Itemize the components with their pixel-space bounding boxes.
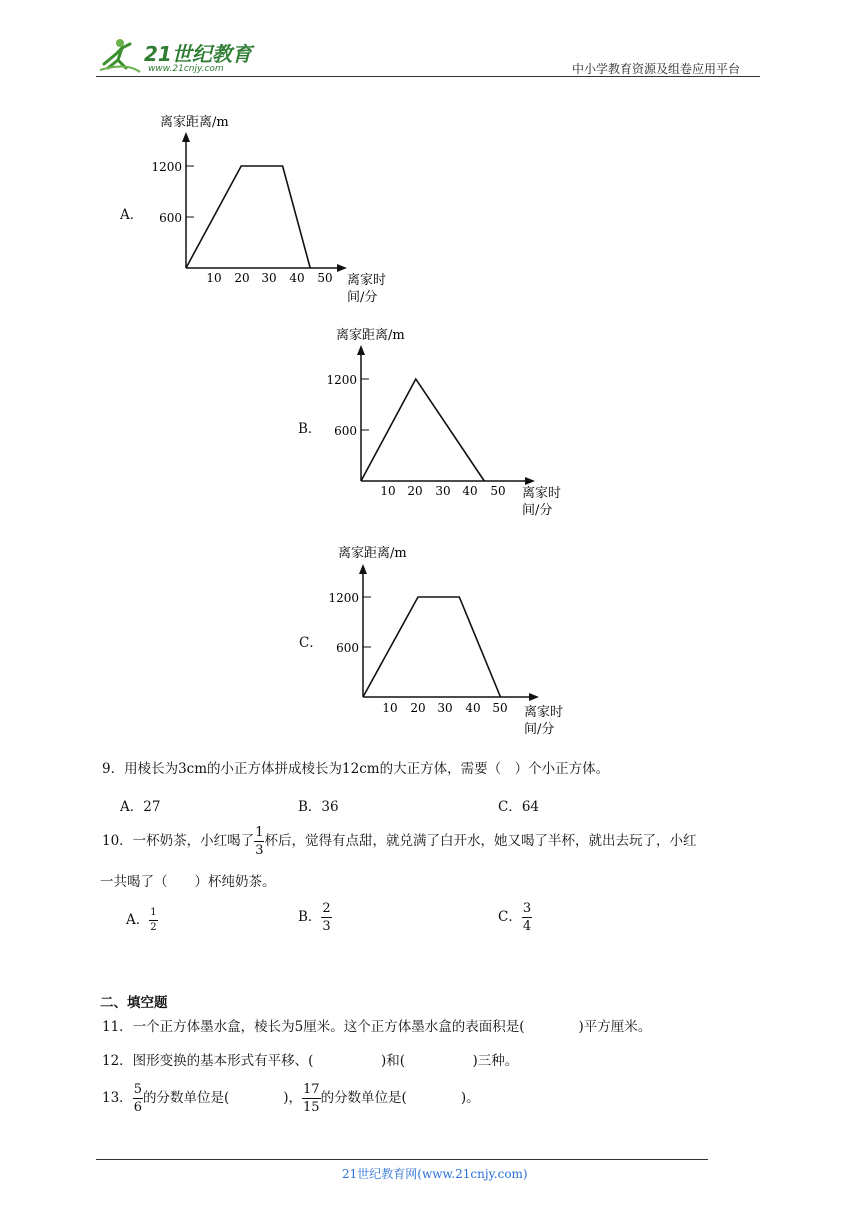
option-label: C． <box>498 799 522 815</box>
y-tick-label-1200: 1200 <box>328 591 359 605</box>
fraction <box>254 826 264 857</box>
x-tick-label-30: 30 <box>437 701 453 715</box>
y-axis-label: 离家距离/m <box>160 115 229 130</box>
x-axis-label-2: 间/分 <box>524 722 555 737</box>
y-tick-label-600: 600 <box>336 641 359 655</box>
option-label: C． <box>498 909 522 925</box>
option-value: 27 <box>143 799 161 815</box>
x-tick-label-20: 20 <box>410 701 426 715</box>
numerator: 1 <box>149 908 157 921</box>
x-axis-label-1: 离家时 <box>524 705 564 720</box>
series-line <box>363 597 501 697</box>
denominator: 3 <box>322 919 331 934</box>
q13-mid: 的分数单位是( )， <box>142 1090 303 1106</box>
x-axis-arrow <box>337 264 347 272</box>
series-line <box>186 166 310 268</box>
q10-text-before: 10．一杯奶茶，小红喝了 <box>102 833 255 849</box>
x-tick-label-30: 30 <box>261 271 277 285</box>
logo-url: www.21cnjy.com <box>148 64 224 74</box>
numerator: 3 <box>522 901 532 916</box>
platform-name: 中小学教育资源及组卷应用平台 <box>572 62 741 76</box>
denominator: 6 <box>133 1100 142 1115</box>
numerator: 17 <box>303 1082 320 1097</box>
q10-option-c <box>498 902 532 933</box>
numerator: 5 <box>133 1082 142 1097</box>
footer-link[interactable]: 21世纪教育网(www.21cnjy.com) <box>342 1167 528 1181</box>
x-tick-label-30: 30 <box>435 484 451 498</box>
q10-text-after: 杯后，觉得有点甜，就兑满了白开水，她又喝了半杯，就出去玩了，小红 <box>264 833 697 849</box>
x-tick-label-10: 10 <box>382 701 398 715</box>
option-value: 64 <box>521 799 540 815</box>
footer-divider <box>96 1159 708 1160</box>
x-tick-label-50: 50 <box>490 484 506 498</box>
fraction <box>133 1083 143 1114</box>
y-axis-arrow <box>359 564 367 574</box>
question-10-line2: 一共喝了（ ）杯纯奶茶。 <box>100 874 276 890</box>
denominator: 3 <box>255 843 264 858</box>
chart-c <box>328 540 588 740</box>
x-tick-label-40: 40 <box>465 701 481 715</box>
logo-text: 21世纪教育 <box>144 42 252 66</box>
header-divider <box>96 76 760 77</box>
option-b-label: B． <box>298 421 322 437</box>
fraction <box>321 902 331 933</box>
y-tick-label-600: 600 <box>334 424 357 438</box>
fraction <box>302 1083 321 1114</box>
question-10 <box>102 826 696 857</box>
option-c-label: C． <box>299 635 323 651</box>
denominator: 15 <box>303 1100 320 1115</box>
series-line <box>361 379 484 481</box>
question-13 <box>102 1083 480 1114</box>
q9-option-c <box>498 795 539 815</box>
x-axis-label-1: 离家时 <box>347 273 387 288</box>
y-axis-label: 离家距离/m <box>338 546 407 561</box>
option-a-label: A． <box>120 207 144 223</box>
numerator: 1 <box>255 825 264 840</box>
y-axis-arrow <box>182 132 190 142</box>
x-axis-label-1: 离家时 <box>522 486 562 501</box>
fraction <box>522 902 532 933</box>
q13-end: 的分数单位是( )。 <box>320 1090 480 1106</box>
y-axis-label: 离家距离/m <box>336 328 405 343</box>
y-tick-label-600: 600 <box>159 211 182 225</box>
q10-option-a <box>126 908 158 933</box>
x-tick-label-50: 50 <box>317 271 333 285</box>
question-9: 9．用棱长为3cm的小正方体拼成棱长为12cm的大正方体，需要（ ）个小正方体。 <box>102 761 610 777</box>
x-axis-arrow <box>529 693 539 701</box>
q13-number: 13． <box>102 1090 133 1106</box>
numerator: 2 <box>322 901 331 916</box>
site-logo <box>96 34 256 76</box>
q9-option-a <box>120 795 160 815</box>
x-axis-label-2: 间/分 <box>522 503 553 518</box>
denominator: 2 <box>150 922 157 933</box>
question-12: 12．图形变换的基本形式有平移、( )和( )三种。 <box>102 1053 519 1069</box>
question-11: 11．一个正方体墨水盒，棱长为5厘米。这个正方体墨水盒的表面积是( )平方厘米。 <box>102 1019 652 1035</box>
x-tick-label-20: 20 <box>407 484 423 498</box>
option-label: A． <box>126 912 150 928</box>
option-label: B． <box>298 909 322 925</box>
y-tick-label-1200: 1200 <box>151 160 182 174</box>
q10-option-b <box>298 902 332 933</box>
chart-b <box>326 323 586 523</box>
x-tick-label-10: 10 <box>206 271 222 285</box>
fraction <box>149 908 157 933</box>
x-tick-label-50: 50 <box>492 701 508 715</box>
y-tick-label-1200: 1200 <box>326 373 357 387</box>
y-axis-arrow <box>357 345 365 355</box>
option-value: 36 <box>321 799 339 815</box>
x-axis-label-2: 间/分 <box>347 290 378 305</box>
x-tick-label-10: 10 <box>380 484 396 498</box>
option-label: B． <box>298 799 322 815</box>
x-tick-label-40: 40 <box>462 484 478 498</box>
denominator: 4 <box>522 919 532 934</box>
x-tick-label-20: 20 <box>234 271 250 285</box>
q9-option-b <box>298 795 339 815</box>
section-title: 二、填空题 <box>100 995 168 1011</box>
chart-a <box>150 110 410 310</box>
x-tick-label-40: 40 <box>289 271 305 285</box>
x-axis-arrow <box>525 477 535 485</box>
option-label: A． <box>120 799 144 815</box>
